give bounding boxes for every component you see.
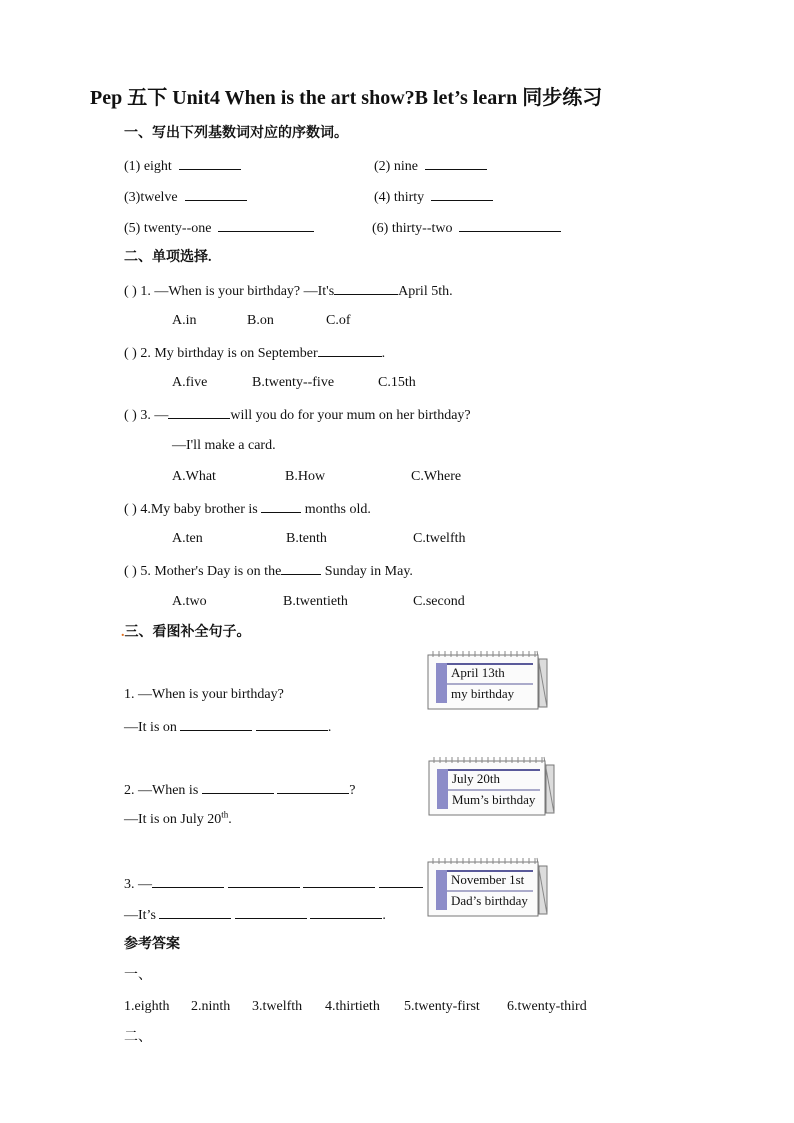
s2-q1 [124,282,453,300]
s2-q2 [124,344,385,362]
s2-q1-option-a[interactable]: A.in [172,313,197,328]
answer-2: 2.ninth [191,999,231,1014]
s2-q5-option-a[interactable]: A.two [172,594,207,609]
s1-item-2-blank[interactable] [425,157,487,170]
s2-q3-stem: 3. — [140,408,169,423]
s3-q2-sup: th [221,809,229,820]
s3-q2-line1 [124,781,355,799]
s2-q2-stem: 2. My birthday is on September [140,346,318,361]
s1-item-2 [374,157,487,175]
s3-q2-qmark: ? [349,783,356,798]
s3-q1-blank-2[interactable] [256,718,328,731]
s3-q3-line1-text: 3. — [124,877,152,892]
answer-5: 5.twenty-first [404,999,480,1014]
s3-q1-period: . [327,720,332,735]
page-title: Pep 五下 Unit4 When is the art show?B let’s learn 同步练习 [90,87,603,109]
s3-q1-line2 [124,718,331,736]
s1-item-6-blank[interactable] [459,219,561,232]
s1-item-1-blank[interactable] [179,157,241,170]
s2-q4-option-c[interactable]: C.twelfth [413,531,466,546]
calendar-2-date: July 20th [452,771,501,786]
s2-q2-option-c[interactable]: C.15th [378,375,416,390]
s3-q2-line1-text: 2. —When is [124,783,199,798]
calendar-3-label: Dad’s birthday [451,893,528,908]
s2-q4-option-a[interactable]: A.ten [172,531,203,546]
s3-q3-blank-7[interactable] [310,906,382,919]
s2-q1-stem-end: April 5th. [398,284,453,299]
s1-item-6 [372,219,561,237]
calendar-picture-1 [427,649,555,711]
s1-item-4 [374,188,493,206]
s1-item-3-label: (3)twelve [124,190,178,205]
s1-item-5-label: (5) twenty--one [124,221,212,236]
s1-item-4-blank[interactable] [431,188,493,201]
s3-q1-line1: 1. —When is your birthday? [124,687,284,702]
s2-q1-option-c[interactable]: C.of [326,313,351,328]
s1-item-1 [124,157,241,175]
s2-q2-blank[interactable] [318,344,382,357]
s3-q3-blank-1[interactable] [152,875,224,888]
s3-q2-period: . [228,812,232,827]
section1-heading: 一、写出下列基数词对应的序数词。 [124,126,348,141]
s3-q2-blank-2[interactable] [277,781,349,794]
answer-paren[interactable]: ( ) [124,346,137,361]
answer-paren[interactable]: ( ) [124,408,137,423]
calendar-picture-3 [427,856,555,918]
s3-q3-blank-3[interactable] [303,875,375,888]
s2-q4-stem-end: months old. [304,502,371,517]
s2-q5-stem: 5. Mother's Day is on the [140,564,282,579]
s3-q3-line1 [124,875,423,893]
s3-q1-blank-1[interactable] [180,718,252,731]
s3-q3-blank-5[interactable] [159,906,231,919]
calendar-3-date: November 1st [451,872,525,887]
s3-q3-line2-text: —It’s [124,908,156,923]
s2-q1-blank[interactable] [334,282,398,295]
s2-q4-option-b[interactable]: B.tenth [286,531,327,546]
s2-q2-option-a[interactable]: A.five [172,375,208,390]
answers-part2-label: 二、 [124,1030,152,1045]
answer-paren[interactable]: ( ) [124,564,137,579]
s2-q4 [124,500,371,518]
s2-q1-stem: 1. —When is your birthday? —It's [140,284,335,299]
s1-item-4-label: (4) thirty [374,190,425,205]
s2-q1-option-b[interactable]: B.on [247,313,274,328]
s2-q3-reply: —I'll make a card. [172,438,276,453]
section3-heading [121,625,251,641]
s3-q1-line2-text: —It is on [124,720,177,735]
s1-item-1-label: (1) eight [124,159,172,174]
s2-q3-option-a[interactable]: A.What [172,469,216,484]
s3-q3-blank-2[interactable] [228,875,300,888]
s3-q2-line2-text: —It is on July 20 [124,812,222,827]
s3-q3-blank-6[interactable] [235,906,307,919]
s2-q5-option-b[interactable]: B.twentieth [283,594,348,609]
s3-q3-blank-4[interactable] [379,875,423,888]
s2-q4-blank[interactable] [261,500,301,513]
s2-q3-blank[interactable] [168,406,230,419]
orange-dot: . [121,625,125,640]
s1-item-5-blank[interactable] [218,219,314,232]
s3-q3-line2 [124,906,386,924]
answer-6: 6.twenty-third [507,999,587,1014]
s2-q2-option-b[interactable]: B.twenty--five [252,375,335,390]
s3-q2-blank-1[interactable] [202,781,274,794]
answers-heading: 参考答案 [124,937,180,952]
s3-q3-period: . [382,908,386,923]
section3-heading-text: 三、看图补全句子。 [124,625,251,640]
s2-q3 [124,406,471,424]
s1-item-2-label: (2) nine [374,159,418,174]
s1-item-5 [124,219,314,237]
answers-part1-label: 一、 [124,968,152,983]
calendar-1-label: my birthday [451,686,515,701]
s2-q5 [124,562,413,580]
s2-q2-stem-end: . [381,346,386,361]
s1-item-3-blank[interactable] [185,188,247,201]
calendar-1-date: April 13th [451,665,505,680]
answer-3: 3.twelfth [252,999,303,1014]
answer-paren[interactable]: ( ) [124,502,137,517]
s2-q5-stem-end: Sunday in May. [324,564,413,579]
s2-q3-option-b[interactable]: B.How [285,469,326,484]
answer-1: 1.eighth [124,999,170,1014]
answer-paren[interactable]: ( ) [124,284,137,299]
s1-item-3 [124,188,247,206]
s2-q5-option-c[interactable]: C.second [413,594,465,609]
calendar-picture-2 [428,755,556,817]
s2-q3-option-c[interactable]: C.Where [411,469,462,484]
calendar-2-label: Mum’s birthday [452,792,536,807]
s1-item-6-label: (6) thirty--two [372,221,453,236]
s3-q2-line2 [124,809,232,828]
s2-q5-blank[interactable] [281,562,321,575]
answer-4: 4.thirtieth [325,999,380,1014]
section2-heading: 二、单项选择. [124,250,212,265]
s2-q3-stem-end: will you do for your mum on her birthday? [230,408,471,423]
s2-q4-stem: 4.My baby brother is [140,502,258,517]
